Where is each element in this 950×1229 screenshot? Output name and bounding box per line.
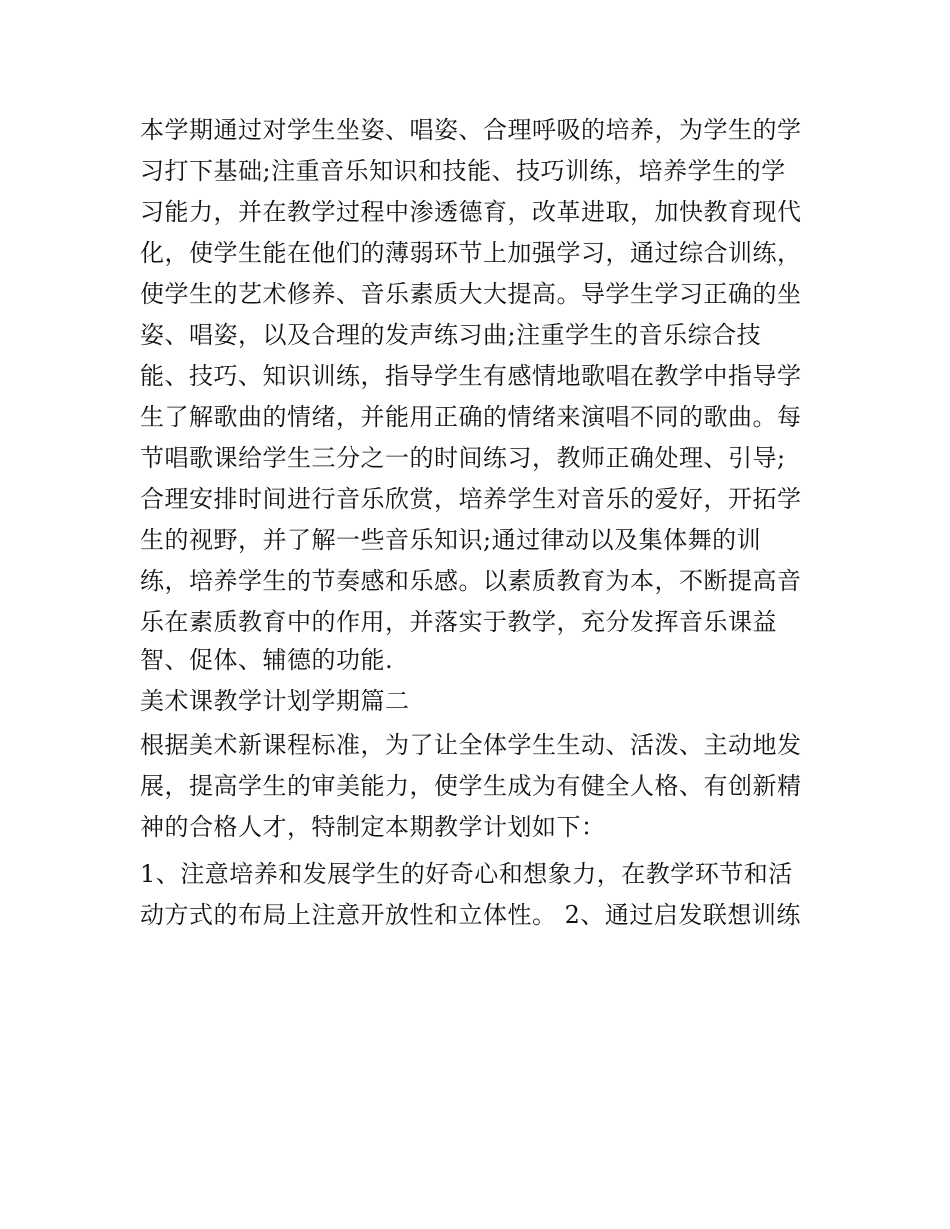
text-line: 乐在素质教育中的作用，并落实于教学，充分发挥音乐课益 <box>140 608 777 636</box>
text-line: 合理安排时间进行音乐欣赏，培养学生对音乐的爱好，开拓学 <box>140 485 802 513</box>
text-line: 神的合格人才，特制定本期教学计划如下： <box>140 813 606 841</box>
text-line: 1、注意培养和发展学生的好奇心和想象力，在教学环节和活 <box>140 860 793 888</box>
text-line: 生了解歌曲的情绪，并能用正确的情绪来演唱不同的歌曲。每 <box>140 403 802 431</box>
art-plan-intro-paragraph <box>140 725 820 848</box>
art-plan-list-paragraph <box>140 854 820 936</box>
text-line: 能、技巧、知识训练，指导学生有感情地歌唱在教学中指导学 <box>140 362 802 390</box>
text-line: 姿、唱姿，以及合理的发声练习曲;注重学生的音乐综合技 <box>140 321 762 349</box>
text-line: 化，使学生能在他们的薄弱环节上加强学习，通过综合训练， <box>140 239 802 267</box>
text-line: 习打下基础;注重音乐知识和技能、技巧训练，培养学生的学 <box>140 157 786 185</box>
section-heading: 美术课教学计划学期篇二 <box>140 687 410 715</box>
text-line: 生的视野，并了解一些音乐知识;通过律动以及集体舞的训 <box>140 526 762 554</box>
music-plan-paragraph <box>140 110 820 678</box>
text-line: 动方式的布局上注意开放性和立体性。 2、通过启发联想训练 <box>140 901 801 929</box>
text-line: 节唱歌课给学生三分之一的时间练习，教师正确处理、引导; <box>140 444 786 472</box>
document-body <box>140 110 820 936</box>
text-line: 智、促体、辅德的功能. <box>140 646 394 674</box>
text-line: 展，提高学生的审美能力，使学生成为有健全人格、有创新精 <box>140 772 802 800</box>
text-line: 练，培养学生的节奏感和乐感。以素质教育为本，不断提高音 <box>140 567 802 595</box>
text-line: 本学期通过对学生坐姿、唱姿、合理呼吸的培养，为学生的学 <box>140 116 802 144</box>
text-line: 使学生的艺术修养、音乐素质大大提高。导学生学习正确的坐 <box>140 280 802 308</box>
text-line: 习能力，并在教学过程中渗透德育，改革进取，加快教育现代 <box>140 198 802 226</box>
text-line: 根据美术新课程标准，为了让全体学生生动、活泼、主动地发 <box>140 731 802 759</box>
